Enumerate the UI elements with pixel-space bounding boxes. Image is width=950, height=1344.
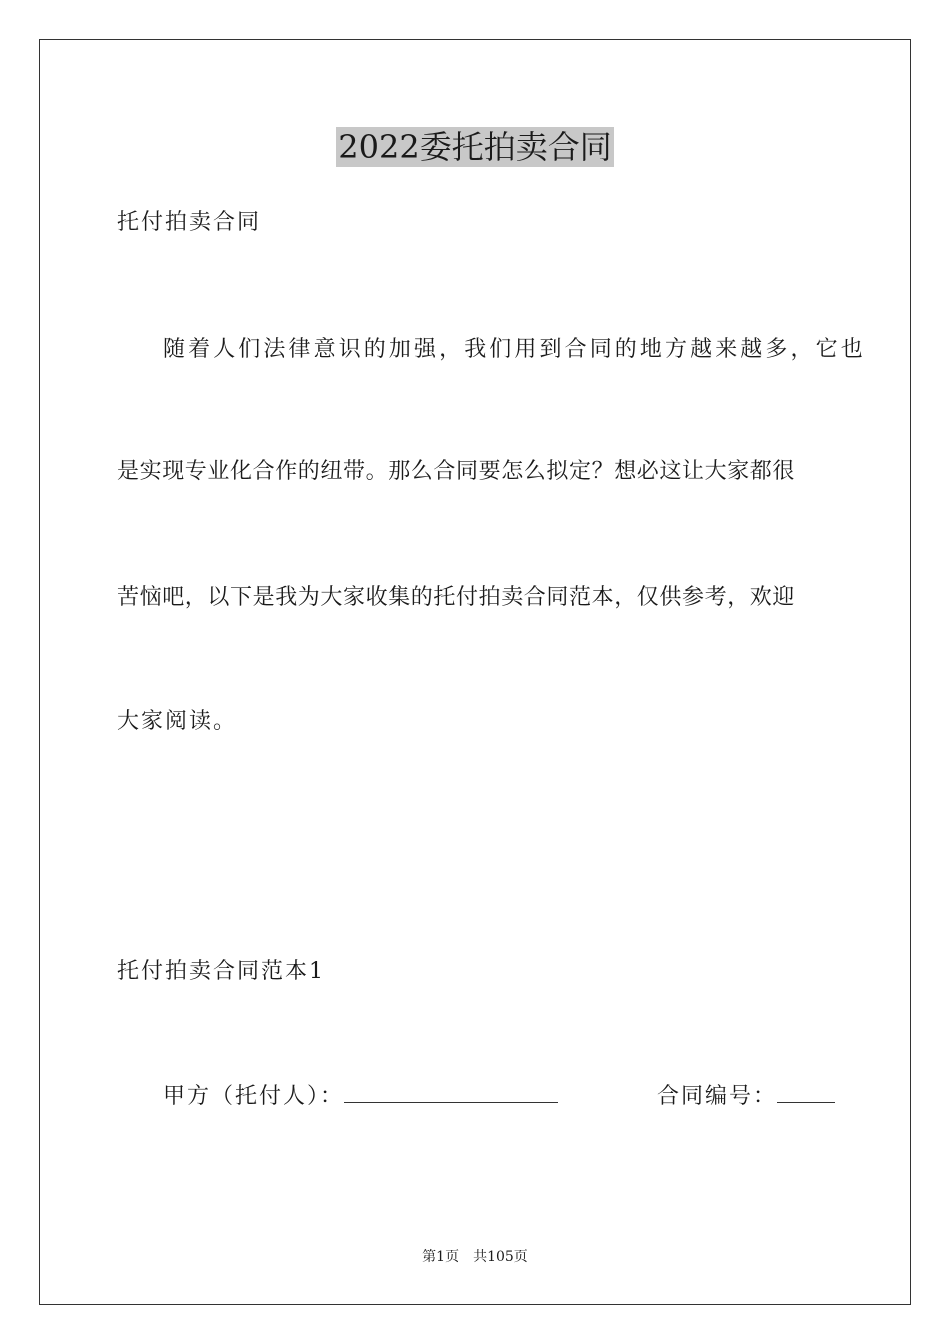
- section-heading: 托付拍卖合同范本1: [117, 959, 325, 984]
- contract-no-blank[interactable]: [777, 1080, 835, 1103]
- document-subtitle: 托付拍卖合同: [117, 210, 262, 235]
- intro-line-2: 是实现专业化合作的纽带。那么合同要怎么拟定？想必这让大家都很: [117, 459, 796, 484]
- title-container: [0, 127, 950, 167]
- document-title: 2022委托拍卖合同: [338, 128, 612, 166]
- intro-line-3: 苦恼吧，以下是我为大家收集的托付拍卖合同范本，仅供参考，欢迎: [117, 585, 796, 610]
- contract-no-group: [657, 1080, 835, 1112]
- intro-line-1: 随着人们法律意识的加强，我们用到合同的地方越来越多，它也: [163, 337, 866, 362]
- contract-no-label: 合同编号：: [657, 1084, 778, 1109]
- page-footer: 第1页 共105页: [422, 1249, 528, 1265]
- party-a-blank[interactable]: [344, 1080, 558, 1103]
- party-a-label: 甲方（托付人）：: [163, 1084, 345, 1109]
- intro-line-4: 大家阅读。: [117, 709, 238, 734]
- party-row: [163, 1080, 835, 1112]
